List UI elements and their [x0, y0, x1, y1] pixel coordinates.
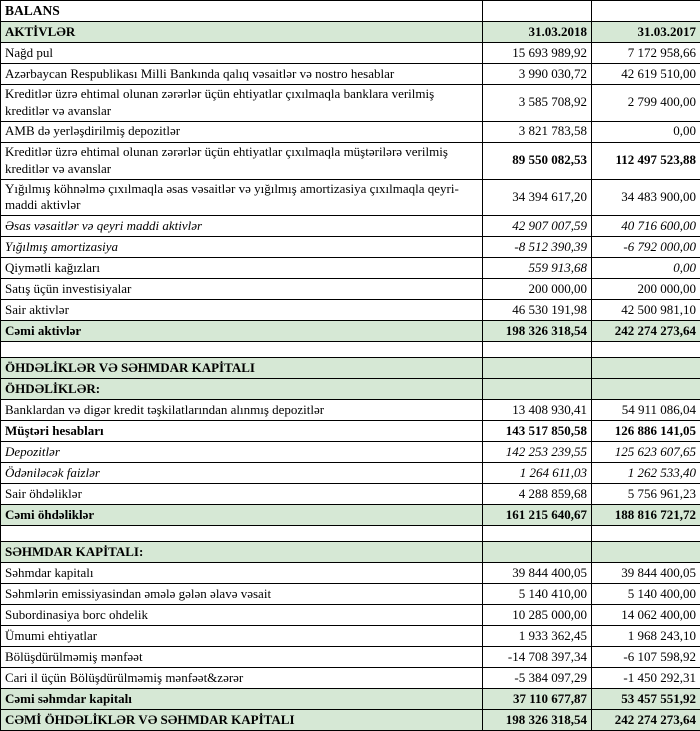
value-2018: 1 933 362,45 [483, 626, 592, 647]
value-2017: 54 911 086,04 [592, 400, 700, 421]
row-label: Ümumi ehtiyatlar [1, 626, 483, 647]
value-2017: 40 716 600,00 [592, 216, 700, 237]
row-label: CƏMİ ÖHDƏLİKLƏR VƏ SƏHMDAR KAPİTALI [1, 710, 483, 731]
table-row [1, 400, 700, 421]
row-label [1, 342, 483, 358]
value-2017: 112 497 523,88 [592, 142, 700, 179]
value-2017: 53 457 551,92 [592, 689, 700, 710]
table-row [1, 379, 700, 400]
spacer-row [1, 342, 700, 358]
value-2018: 1 264 611,03 [483, 463, 592, 484]
value-2018: 37 110 677,87 [483, 689, 592, 710]
table-row [1, 64, 700, 85]
row-label: Azərbaycan Respublikası Milli Bankında qalıq vəsaitlər və nostro hesablar [1, 64, 483, 85]
value-2018: 39 844 400,05 [483, 563, 592, 584]
row-label: ÖHDƏLİKLƏR: [1, 379, 483, 400]
value-2018: -5 384 097,29 [483, 668, 592, 689]
row-label: Qiymətli kağızları [1, 258, 483, 279]
row-label: BALANS [1, 1, 483, 22]
value-2018 [483, 542, 592, 563]
value-2017 [592, 1, 700, 22]
row-label: ÖHDƏLİKLƏR VƏ SƏHMDAR KAPİTALI [1, 358, 483, 379]
table-row [1, 85, 700, 122]
table-row [1, 237, 700, 258]
table-row [1, 463, 700, 484]
value-2018: 161 215 640,67 [483, 505, 592, 526]
table-row [1, 142, 700, 179]
table-row [1, 121, 700, 142]
value-2017: 34 483 900,00 [592, 179, 700, 216]
value-2017: 39 844 400,05 [592, 563, 700, 584]
row-label: Kreditlər üzrə ehtimal olunan zərərlər üçün ehtiyatlar çıxılmaqla banklara verilmiş kreditlər və avanslar [1, 85, 483, 122]
value-2018: 142 253 239,55 [483, 442, 592, 463]
value-2018: 198 326 318,54 [483, 321, 592, 342]
row-label: AMB də yerləşdirilmiş depozitlər [1, 121, 483, 142]
value-2018: 31.03.2018 [483, 22, 592, 43]
row-label: Cəmi səhmdar kapitalı [1, 689, 483, 710]
value-2017: 2 799 400,00 [592, 85, 700, 122]
table-row [1, 584, 700, 605]
value-2018: 200 000,00 [483, 279, 592, 300]
value-2018: 13 408 930,41 [483, 400, 592, 421]
value-2017: 0,00 [592, 121, 700, 142]
table-row [1, 358, 700, 379]
spacer-row [1, 526, 700, 542]
row-label: Sair öhdəliklər [1, 484, 483, 505]
value-2018: 4 288 859,68 [483, 484, 592, 505]
value-2018 [483, 342, 592, 358]
row-label: AKTİVLƏR [1, 22, 483, 43]
value-2017: 242 274 273,64 [592, 710, 700, 731]
value-2017: 242 274 273,64 [592, 321, 700, 342]
value-2018: 5 140 410,00 [483, 584, 592, 605]
value-2017: -6 792 000,00 [592, 237, 700, 258]
value-2017: 7 172 958,66 [592, 43, 700, 64]
value-2017 [592, 379, 700, 400]
value-2018: 15 693 989,92 [483, 43, 592, 64]
value-2017: -6 107 598,92 [592, 647, 700, 668]
value-2017: 31.03.2017 [592, 22, 700, 43]
table-row [1, 505, 700, 526]
table-row [1, 421, 700, 442]
table-row [1, 258, 700, 279]
table-row [1, 300, 700, 321]
value-2018: 3 821 783,58 [483, 121, 592, 142]
row-label: Yığılmış amortizasiya [1, 237, 483, 258]
value-2017: 1 262 533,40 [592, 463, 700, 484]
table-row [1, 216, 700, 237]
value-2017: 200 000,00 [592, 279, 700, 300]
row-label [1, 526, 483, 542]
value-2018: 89 550 082,53 [483, 142, 592, 179]
table-row [1, 626, 700, 647]
value-2018 [483, 358, 592, 379]
value-2017: -1 450 292,31 [592, 668, 700, 689]
table-row [1, 542, 700, 563]
table-row [1, 442, 700, 463]
value-2018 [483, 379, 592, 400]
balance-table-body [1, 1, 700, 731]
row-label: Depozitlər [1, 442, 483, 463]
value-2018: 42 907 007,59 [483, 216, 592, 237]
value-2018: 34 394 617,20 [483, 179, 592, 216]
row-label: Subordinasiya borc ohdelik [1, 605, 483, 626]
value-2017: 1 968 243,10 [592, 626, 700, 647]
value-2018: 46 530 191,98 [483, 300, 592, 321]
table-row [1, 484, 700, 505]
value-2017 [592, 542, 700, 563]
value-2017: 0,00 [592, 258, 700, 279]
row-label: Səhmdar kapitalı [1, 563, 483, 584]
row-label: Səhmlərin emissiyasindan əmələ gələn əlavə vəsait [1, 584, 483, 605]
row-label: Cəmi aktivlər [1, 321, 483, 342]
value-2018: 198 326 318,54 [483, 710, 592, 731]
value-2018: 10 285 000,00 [483, 605, 592, 626]
value-2017: 5 756 961,23 [592, 484, 700, 505]
value-2018: -8 512 390,39 [483, 237, 592, 258]
table-row [1, 710, 700, 731]
row-label: Ödəniləcək faizlər [1, 463, 483, 484]
value-2018: -14 708 397,34 [483, 647, 592, 668]
row-label: Bölüşdürülməmiş mənfəət [1, 647, 483, 668]
value-2018 [483, 526, 592, 542]
row-label: Müştəri hesabları [1, 421, 483, 442]
value-2017 [592, 358, 700, 379]
table-row [1, 179, 700, 216]
row-label: Kreditlər üzrə ehtimal olunan zərərlər üçün ehtiyatlar çıxılmaqla müştərilərə verilmiş kreditlər və avanslar [1, 142, 483, 179]
value-2018: 143 517 850,58 [483, 421, 592, 442]
row-label: Banklardan və digər kredit təşkilatlarından alınmış depozitlər [1, 400, 483, 421]
value-2017 [592, 342, 700, 358]
value-2017: 188 816 721,72 [592, 505, 700, 526]
table-row [1, 22, 700, 43]
table-row [1, 668, 700, 689]
table-row [1, 321, 700, 342]
table-row [1, 43, 700, 64]
row-label: Əsas vəsaitlər və qeyri maddi aktivlər [1, 216, 483, 237]
value-2017: 125 623 607,65 [592, 442, 700, 463]
table-row [1, 1, 700, 22]
value-2018: 3 585 708,92 [483, 85, 592, 122]
row-label: Yığılmış köhnəlmə çıxılmaqla əsas vəsaitlər və yığılmış amortizasiya çıxılmaqla qeyri-maddi aktivlər [1, 179, 483, 216]
row-label: Satış üçün investisiyalar [1, 279, 483, 300]
value-2018 [483, 1, 592, 22]
value-2017 [592, 526, 700, 542]
row-label: Cari il üçün Bölüşdürülməmiş mənfəət&zərər [1, 668, 483, 689]
value-2018: 3 990 030,72 [483, 64, 592, 85]
row-label: SƏHMDAR KAPİTALI: [1, 542, 483, 563]
table-row [1, 605, 700, 626]
value-2017: 14 062 400,00 [592, 605, 700, 626]
value-2017: 42 619 510,00 [592, 64, 700, 85]
table-row [1, 279, 700, 300]
row-label: Nağd pul [1, 43, 483, 64]
table-row [1, 563, 700, 584]
table-row [1, 647, 700, 668]
value-2017: 5 140 400,00 [592, 584, 700, 605]
row-label: Sair aktivlər [1, 300, 483, 321]
value-2018: 559 913,68 [483, 258, 592, 279]
value-2017: 42 500 981,10 [592, 300, 700, 321]
row-label: Cəmi öhdəliklər [1, 505, 483, 526]
value-2017: 126 886 141,05 [592, 421, 700, 442]
